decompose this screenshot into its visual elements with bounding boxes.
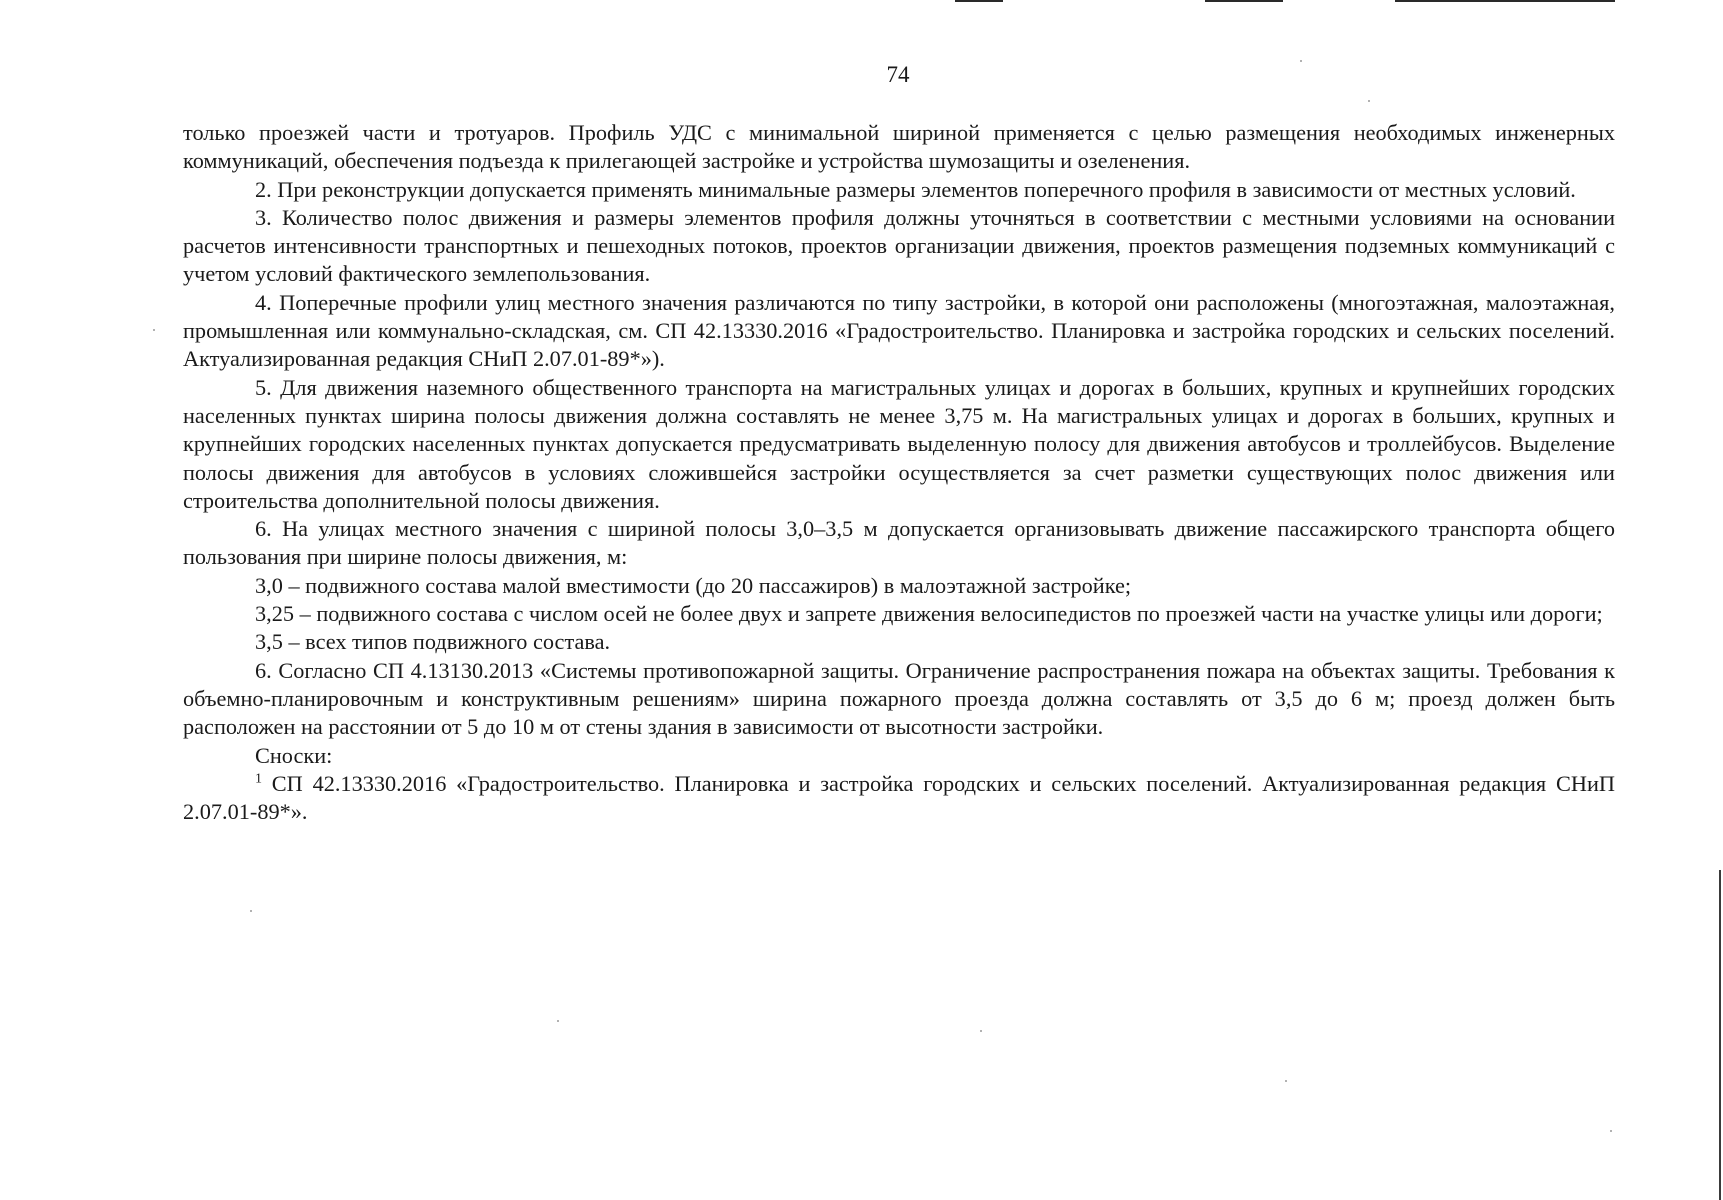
footnotes-heading: Сноски: [255,742,333,768]
paragraph-item-2: 2. При реконструкции допускается применять минимальные размеры элементов поперечного профиля в зависимости от местных условий. [255,176,1576,202]
list-item-width-3-0: 3,0 – подвижного состава малой вместимости (до 20 пассажиров) в малоэтажной застройке; [255,572,1132,598]
scan-border-top-1 [955,0,1003,2]
paragraph-item-4: 4. Поперечные профили улиц местного значения различаются по типу застройки, в которой они расположены (многоэтажная, малоэтажная, промышленная или коммунально-складская, см. СП 42.13330.2016 «Градостроительство. Планировка и застройка городских и сельских поселений. Актуализированная редакция СНиП 2.07.01-89*»). [183,289,1615,372]
paragraph-item-3: 3. Количество полос движения и размеры элементов профиля должны уточняться в соответствии с местными условиями на основании расчетов интенсивности транспортных и пешеходных потоков, проектов организации движения, проектов размещения подземных коммуникаций с учетом условий фактического землепользования. [183,204,1615,287]
scan-border-top-2 [1205,0,1283,2]
footnote-text: СП 42.13330.2016 «Градостроительство. Планировка и застройка городских и сельских поселений. Актуализированная редакция СНиП 2.07.01-89*». [183,770,1615,825]
scan-border-right [1719,870,1721,1200]
paragraph-item-6-fire: 6. Согласно СП 4.13130.2013 «Системы противопожарной защиты. Ограничение распространения пожара на объектах защиты. Требования к объемно-планировочным и конструктивным решениям» ширина пожарного проезда должна составлять от 3,5 до 6 м; проезд должен быть расположен на расстоянии от 5 до 10 м от стены здания в зависимости от высотности застройки. [183,657,1615,740]
scan-speck [557,1020,559,1022]
footnote-1 [183,770,1615,827]
scan-speck [1610,1130,1612,1132]
paragraph-item-5: 5. Для движения наземного общественного транспорта на магистральных улицах и дорогах в больших, крупных и крупнейших городских населенных пунктах ширина полосы движения должна составлять не менее 3,75 м. На магистральных улицах и дорогах в больших, крупных и крупнейших городских населенных пунктах допускается предусматривать выделенную полосу для движения автобусов и троллейбусов. Выделение полосы движения для автобусов в условиях сложившейся застройки осуществляется за счет разметки существующих полос движения или строительства дополнительной полосы движения. [183,374,1615,513]
document-body [183,119,1615,826]
list-item-width-3-5: 3,5 – всех типов подвижного состава. [255,629,611,655]
scan-speck [1368,100,1370,102]
paragraph-continuation: только проезжей части и тротуаров. Профиль УДС с минимальной шириной применяется с целью размещения необходимых инженерных коммуникаций, обеспечения подъезда к прилегающей застройке и устройства шумозащиты и озеленения. [183,120,1615,174]
page-number: 74 [886,62,910,87]
scan-speck [153,329,155,331]
scan-speck [980,1030,982,1032]
paragraph-item-6: 6. На улицах местного значения с шириной полосы 3,0–3,5 м допускается организовывать движение пассажирского транспорта общего пользования при ширине полосы движения, м: [183,516,1615,570]
list-item-width-3-25: 3,25 – подвижного состава с числом осей не более двух и запрете движения велосипедистов по проезжей части на участке улицы или дороги; [255,601,1603,627]
scan-speck [250,910,252,912]
scan-speck [1285,1080,1287,1082]
scan-border-top-3 [1395,0,1615,2]
footnote-marker: 1 [255,771,262,787]
